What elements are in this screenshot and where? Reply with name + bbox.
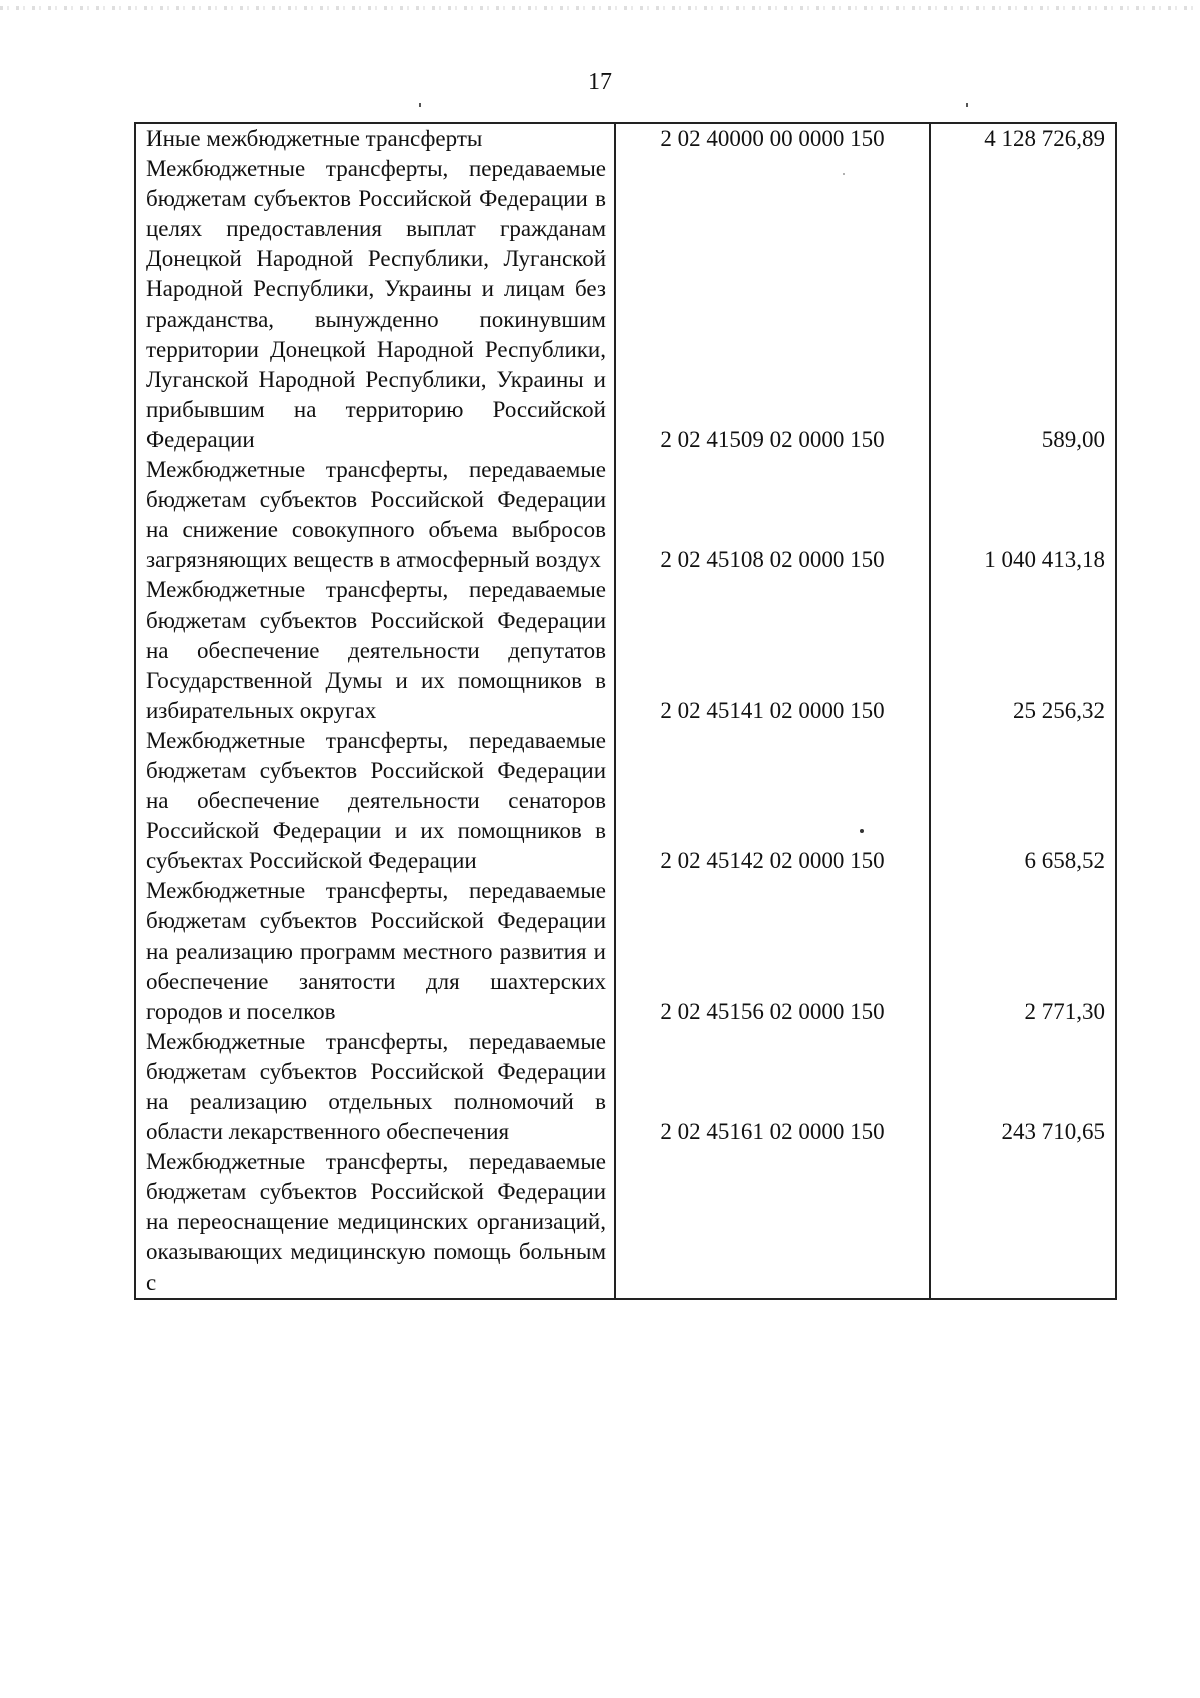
revenue-table — [134, 122, 1117, 1300]
row-code: 2 02 45108 02 0000 150 — [615, 455, 930, 575]
row-amount — [930, 1147, 1116, 1298]
row-description: Межбюджетные трансферты, передаваемые бюджетам субъектов Российской Федерации на переоснащение медицинских организаций, оказывающих медицинскую помощь больным с — [135, 1147, 615, 1298]
row-amount: 6 658,52 — [930, 726, 1116, 876]
row-amount: 2 771,30 — [930, 876, 1116, 1026]
scan-tick-mark — [966, 103, 968, 107]
table-row — [135, 455, 1116, 575]
scan-tick-mark — [419, 103, 421, 107]
row-amount: 25 256,32 — [930, 575, 1116, 725]
scan-speck — [843, 173, 845, 175]
row-code: 2 02 41509 02 0000 150 — [615, 154, 930, 455]
row-description: Иные межбюджетные трансферты — [135, 123, 615, 154]
row-code: 2 02 45142 02 0000 150 — [615, 726, 930, 876]
scan-speck — [860, 829, 864, 833]
page-number: 17 — [588, 69, 612, 95]
row-amount: 4 128 726,89 — [930, 123, 1116, 154]
table-row — [135, 726, 1116, 876]
row-amount: 589,00 — [930, 154, 1116, 455]
table-row — [135, 154, 1116, 455]
row-description: Межбюджетные трансферты, передаваемые бюджетам субъектов Российской Федерации на снижение совокупного объема выбросов загрязняющих веществ в атмосферный воздух — [135, 455, 615, 575]
row-amount: 243 710,65 — [930, 1027, 1116, 1147]
row-amount: 1 040 413,18 — [930, 455, 1116, 575]
row-code: 2 02 40000 00 0000 150 — [615, 123, 930, 154]
row-description: Межбюджетные трансферты, передаваемые бюджетам субъектов Российской Федерации на реализацию программ местного развития и обеспечение занятости для шахтерских городов и поселков — [135, 876, 615, 1026]
row-description: Межбюджетные трансферты, передаваемые бюджетам субъектов Российской Федерации на обеспечение деятельности сенаторов Российской Федерации и их помощников в субъектах Российской Федерации — [135, 726, 615, 876]
table-row — [135, 876, 1116, 1026]
table-row — [135, 575, 1116, 725]
scan-noise-top — [0, 6, 1200, 10]
table-row — [135, 123, 1116, 154]
row-description: Межбюджетные трансферты, передаваемые бюджетам субъектов Российской Федерации в целях предоставления выплат гражданам Донецкой Народной Республики, Луганской Народной Республики, Украины и лицам без гражданства, вынужденно покинувшим территории Донецкой Народной Республики, Луганской Народной Республики, Украины и прибывшим на территорию Российской Федерации — [135, 154, 615, 455]
row-code: 2 02 45156 02 0000 150 — [615, 876, 930, 1026]
row-code: 2 02 45161 02 0000 150 — [615, 1027, 930, 1147]
table-row — [135, 1147, 1116, 1298]
row-description: Межбюджетные трансферты, передаваемые бюджетам субъектов Российской Федерации на обеспечение деятельности депутатов Государственной Думы и их помощников в избирательных округах — [135, 575, 615, 725]
row-code — [615, 1147, 930, 1298]
row-description: Межбюджетные трансферты, передаваемые бюджетам субъектов Российской Федерации на реализацию отдельных полномочий в области лекарственного обеспечения — [135, 1027, 615, 1147]
table-row — [135, 1027, 1116, 1147]
row-code: 2 02 45141 02 0000 150 — [615, 575, 930, 725]
